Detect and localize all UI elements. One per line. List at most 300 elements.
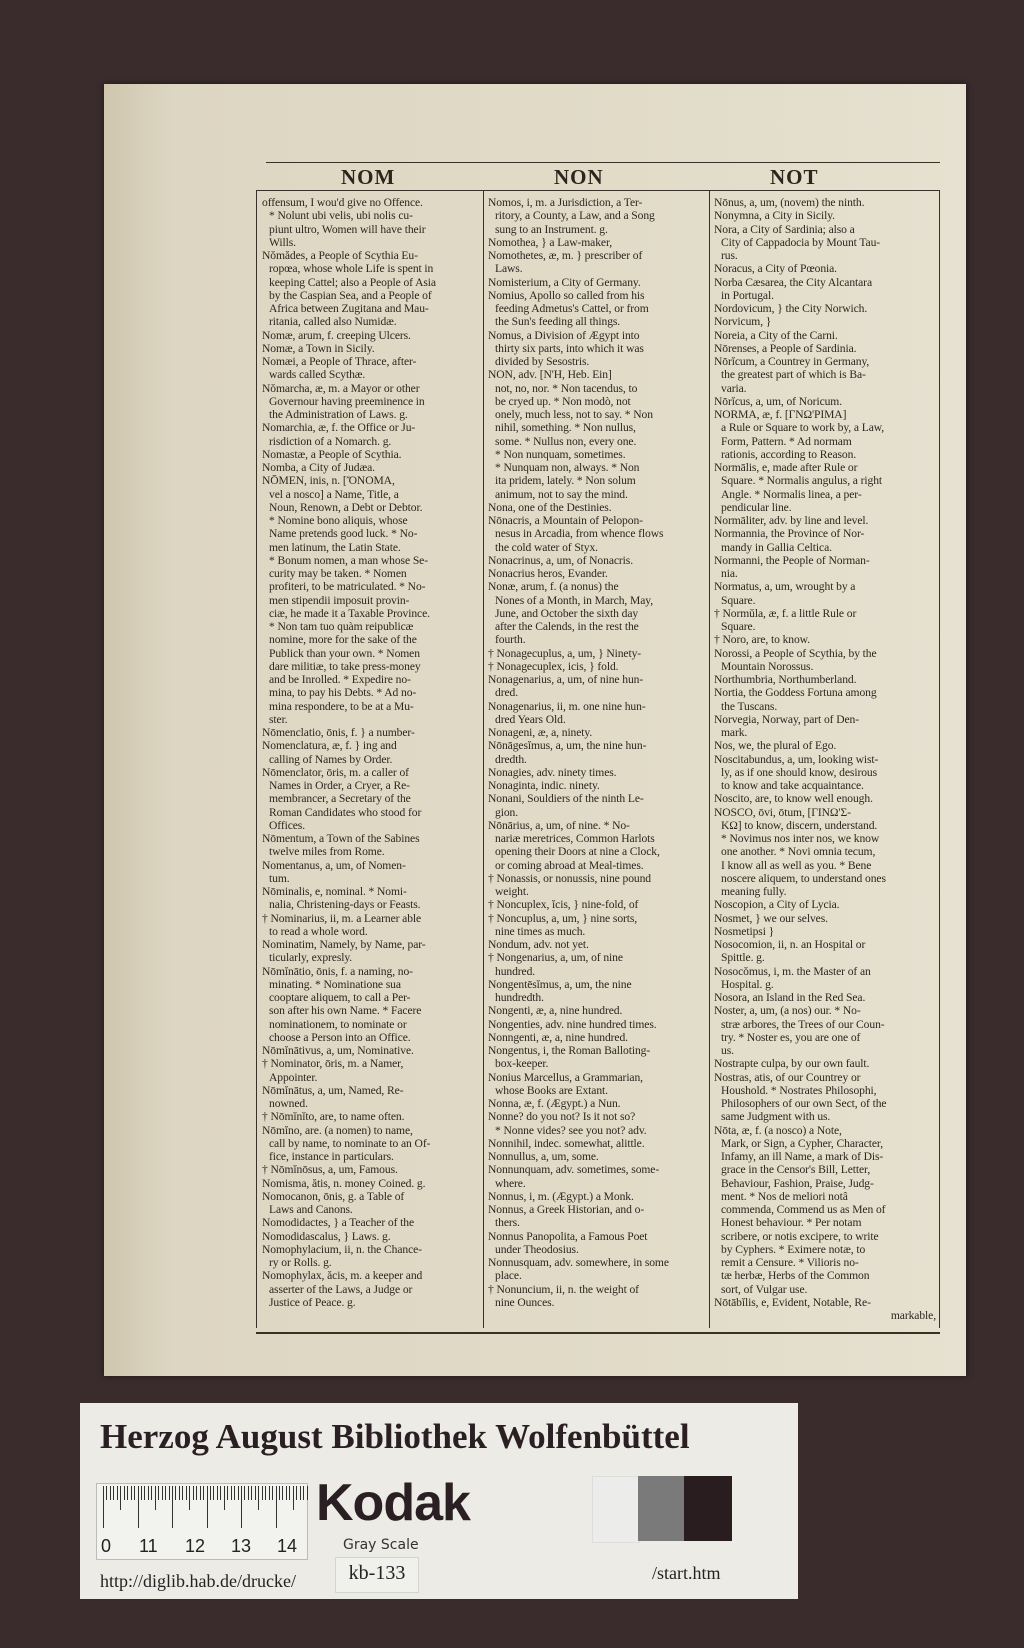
- entry-line: hundred.: [495, 964, 536, 978]
- ruler-tick: [265, 1486, 266, 1500]
- ruler-tick: [217, 1486, 218, 1500]
- ruler-tick: [213, 1486, 214, 1500]
- entry-line: NŌMEN, inis, n. [ὌΝΟΜΑ,: [262, 474, 395, 488]
- entry-line: opening their Doors at nine a Clock,: [495, 845, 660, 859]
- entry-line: Noster, a, um, (a nos) our. * No-: [714, 1004, 861, 1018]
- entry-line: nariæ meretrices, Common Harlots: [495, 832, 655, 845]
- entry-line: dred Years Old.: [495, 712, 566, 726]
- entry-line: Laws and Canons.: [269, 1203, 353, 1216]
- ruler-number: 11: [139, 1536, 158, 1556]
- ruler-tick: [307, 1486, 308, 1500]
- entry-line: Nomæi, a People of Thrace, after-: [262, 355, 417, 368]
- entry-line: mina respondere, to be at a Mu-: [269, 699, 414, 713]
- entry-line: Normāliter, adv. by line and level.: [714, 514, 869, 527]
- ruler-tick: [296, 1486, 297, 1500]
- entry-line: Nomius, Apollo so called from his: [488, 288, 645, 302]
- ruler-tick: [144, 1486, 145, 1500]
- entry-line: * Non tam tuo quàm reipublicæ: [269, 620, 414, 633]
- entry-line: onely, much less, not to say. * Non: [495, 408, 653, 421]
- entry-line: Nonani, Souldiers of the ninth Le-: [488, 792, 644, 806]
- entry-line: wards called Scythæ.: [269, 368, 366, 382]
- entry-line: Nomos, i, m. a Jurisdiction, a Ter-: [488, 196, 643, 209]
- entry-line: mandy in Gallia Celtica.: [721, 540, 832, 554]
- column-rule: [709, 190, 710, 1328]
- entry-line: Nostrapte culpa, by our own fault.: [714, 1057, 870, 1071]
- gray-scale-label: Gray Scale: [343, 1537, 419, 1553]
- entry-line: Normannia, the Province of Nor-: [714, 527, 865, 541]
- entry-line: son after his own Name. * Facere: [269, 1004, 422, 1018]
- entry-line: NON, adv. [N'H, Heb. Ein]: [488, 368, 612, 382]
- entry-line: Nōmenclator, ōris, m. a caller of: [262, 765, 409, 779]
- entry-line: Nŏmădes, a People of Scythia Eu-: [262, 249, 418, 262]
- ruler-tick: [141, 1486, 142, 1500]
- entry-line: Offices.: [269, 818, 306, 832]
- entry-line: Mountain Norossus.: [721, 659, 814, 673]
- ruler-tick: [169, 1486, 170, 1500]
- entry-line: Behaviour, Fashion, Praise, Judg-: [721, 1176, 874, 1190]
- entry-line: box-keeper.: [495, 1057, 549, 1071]
- entry-line: Appointer.: [269, 1070, 318, 1084]
- entry-line: place.: [495, 1269, 522, 1283]
- ruler-number: 0: [101, 1536, 112, 1556]
- entry-line: † Nonuncium, ii, n. the weight of: [488, 1282, 639, 1296]
- entry-line: Norvicum, }: [714, 315, 772, 329]
- entry-line: Nomodidascalus, } Laws. g.: [262, 1229, 391, 1243]
- ruler-tick: [224, 1486, 225, 1510]
- entry-line: to read a whole word.: [269, 924, 368, 938]
- entry-line: mina, to pay his Debts. * Ad no-: [269, 686, 417, 700]
- entry-line: * Nonne vides? see you not? adv.: [495, 1123, 647, 1137]
- ruler-tick: [303, 1486, 304, 1500]
- entry-line: vel a nosco] a Name, Title, a: [269, 487, 399, 501]
- entry-line: dare militiæ, to take press-money: [269, 659, 421, 673]
- entry-line: Nōnus, a, um, (novem) the ninth.: [714, 196, 865, 209]
- entry-line: fourth.: [495, 633, 526, 647]
- entry-line: Nomæ, arum, f. creeping Ulcers.: [262, 328, 411, 342]
- ruler-tick: [103, 1486, 104, 1528]
- entry-line: City of Cappadocia by Mount Tau-: [721, 235, 881, 249]
- gray-swatch-mid: [638, 1476, 684, 1541]
- entry-line: Nosmetipsi }: [714, 924, 775, 938]
- entry-line: membrancer, a Secretary of the: [269, 792, 411, 806]
- ruler-tick: [272, 1486, 273, 1500]
- entry-line: Nominatim, Namely, by Name, par-: [262, 938, 426, 951]
- entry-line: to know and take acquaintance.: [721, 779, 864, 792]
- ruler-tick: [269, 1486, 270, 1500]
- entry-line: Nōminalis, e, nominal. * Nomi-: [262, 885, 407, 898]
- entry-line: * Bonum nomen, a man whose Se-: [269, 553, 428, 567]
- gray-swatch-white: [592, 1476, 640, 1543]
- entry-line: men stipendii imposuit provin-: [269, 593, 410, 607]
- url-right: /start.htm: [652, 1563, 721, 1583]
- entry-line: ciæ, he made it a Taxable Province.: [269, 606, 430, 620]
- ruler-tick: [179, 1486, 180, 1500]
- entry-line: commenda, Commend us as Men of: [721, 1203, 886, 1216]
- entry-line: Nonnus, a Greek Historian, and o-: [488, 1203, 645, 1216]
- entry-line: † Normŭla, æ, f. a little Rule or: [714, 606, 857, 620]
- entry-line: varia.: [721, 381, 747, 395]
- ruler-tick: [300, 1486, 301, 1500]
- entry-line: call by name, to nominate to an Of-: [269, 1136, 431, 1150]
- entry-line: Normatus, a, um, wrought by a: [714, 580, 856, 594]
- entry-line: Nōtābĭlis, e, Evident, Notable, Re-: [714, 1295, 871, 1309]
- entry-line: by the Caspian Sea, and a People of: [269, 288, 432, 302]
- ruler-tick: [248, 1486, 249, 1500]
- entry-line: same Judgment with us.: [721, 1110, 831, 1124]
- ruler-tick: [172, 1486, 173, 1528]
- entry-line: Nora, a City of Sardinia; also a: [714, 222, 855, 236]
- entry-line: Nongenties, adv. nine hundred times.: [488, 1017, 657, 1031]
- ruler-tick: [244, 1486, 245, 1500]
- ruler-tick: [255, 1486, 256, 1500]
- entry-line: Nomus, a Division of Ægypt into: [488, 328, 640, 342]
- entry-line: NORMA, æ, f. [ΓΝΩ'ΡΙΜΑ]: [714, 408, 847, 421]
- entry-line: tum.: [269, 871, 290, 885]
- entry-line: Nonnunquam, adv. sometimes, some-: [488, 1163, 660, 1177]
- entry-line: Normanni, the People of Norman-: [714, 553, 870, 567]
- entry-line: grace in the Censor's Bill, Letter,: [721, 1163, 871, 1177]
- entry-line: ry or Rolls. g.: [269, 1256, 332, 1269]
- ruler-tick: [196, 1486, 197, 1500]
- entry-line: Africa between Zugitana and Mau-: [269, 302, 429, 315]
- entry-line: Nosocomion, ii, n. an Hospital or: [714, 938, 866, 951]
- ruler-number: 13: [231, 1536, 252, 1556]
- entry-line: Noun, Renown, a Debt or Debtor.: [269, 500, 423, 514]
- entry-line: stræ arbores, the Trees of our Coun-: [721, 1017, 885, 1031]
- entry-line: † Nōmĭnĭto, are, to name often.: [262, 1110, 405, 1124]
- entry-line: June, and October the sixth day: [495, 606, 639, 620]
- ruler-tick: [289, 1486, 290, 1500]
- ruler-tick: [148, 1486, 149, 1500]
- running-header-left: NOM: [341, 165, 396, 189]
- entry-line: Nonnus Panopolita, a Famous Poet: [488, 1229, 648, 1243]
- entry-line: thers.: [495, 1216, 520, 1230]
- entry-line: the Administration of Laws. g.: [269, 408, 408, 421]
- running-header-right: NOT: [770, 165, 819, 189]
- entry-line: * Nomine bono aliquis, whose: [269, 514, 408, 527]
- entry-line: Nomarchia, æ, f. the Office or Ju-: [262, 421, 416, 435]
- entry-line: Names in Order, a Cryer, a Re-: [269, 779, 410, 792]
- entry-line: Spittle. g.: [721, 951, 765, 965]
- ruler-tick: [286, 1486, 287, 1500]
- entry-line: choose a Person into an Office.: [269, 1030, 411, 1044]
- entry-line: † Noncuplus, a, um, } nine sorts,: [488, 911, 638, 925]
- entry-line: nine Ounces.: [495, 1295, 555, 1309]
- ruler-scale: [96, 1483, 308, 1560]
- entry-line: Norossi, a People of Scythia, by the: [714, 646, 877, 660]
- ruler-tick: [110, 1486, 111, 1500]
- entry-line: Nomisma, ătis, n. money Coined. g.: [262, 1176, 426, 1190]
- entry-line: meaning fully.: [721, 885, 787, 898]
- entry-line: Nonacrinus, a, um, of Nonacris.: [488, 553, 634, 567]
- entry-line: Nonacrius heros, Evander.: [488, 567, 608, 580]
- entry-line: * Non nunquam, sometimes.: [495, 447, 626, 461]
- entry-line: hundredth.: [495, 991, 544, 1004]
- entry-line: dred.: [495, 686, 518, 700]
- entry-line: Nonnullus, a, um, some.: [488, 1150, 599, 1163]
- ruler-number: 14: [277, 1536, 298, 1556]
- entry-line: minating. * Nominatione sua: [269, 977, 401, 991]
- entry-line: Norvegia, Norway, part of Den-: [714, 712, 859, 726]
- entry-line: Nonagenarius, a, um, of nine hun-: [488, 673, 644, 686]
- entry-line: nomine, more for the sake of the: [269, 633, 417, 647]
- entry-line: Noscopion, a City of Lycia.: [714, 898, 840, 912]
- entry-line: Nōmĭnātio, ōnis, f. a naming, no-: [262, 964, 413, 978]
- ruler-tick: [134, 1486, 135, 1500]
- entry-line: Nostras, atis, of our Countrey or: [714, 1070, 861, 1084]
- entry-line: nesus in Arcadia, from whence flows: [495, 527, 664, 541]
- entry-line: some. * Nullus non, every one.: [495, 434, 637, 448]
- entry-line: the cold water of Styx.: [495, 540, 598, 554]
- ruler-tick: [165, 1486, 166, 1500]
- entry-line: Northumbria, Northumberland.: [714, 673, 857, 686]
- entry-line: in Portugal.: [721, 288, 774, 302]
- entry-line: Hospital. g.: [721, 977, 774, 991]
- entry-line: Noscito, are, to know well enough.: [714, 792, 873, 806]
- entry-line: sort, of Vulgar use.: [721, 1282, 808, 1296]
- entry-line: Nōta, æ, f. (a nosco) a Note,: [714, 1123, 842, 1137]
- entry-line: mark.: [721, 726, 748, 739]
- entry-line: and be Inrolled. * Expedire no-: [269, 673, 411, 686]
- entry-line: * Nolunt ubi velis, ubi nolis cu-: [269, 209, 413, 223]
- entry-line: try. * Noster es, you are one of: [721, 1030, 861, 1044]
- entry-line: nominationem, to nominate or: [269, 1017, 407, 1031]
- entry-line: Honest behaviour. * Per notam: [721, 1216, 862, 1230]
- entry-line: us.: [721, 1044, 734, 1057]
- entry-line: Angle. * Normalis linea, a per-: [721, 487, 862, 501]
- dictionary-page-frame: [256, 162, 940, 1334]
- entry-line: dredth.: [495, 752, 527, 766]
- entry-line: ΚΩ] to know, discern, understand.: [721, 818, 878, 832]
- entry-line: tæ herbæ, Herbs of the Common: [721, 1269, 870, 1283]
- entry-line: ticularly, expresly.: [269, 951, 353, 965]
- entry-line: Nŏmarcha, æ, m. a Mayor or other: [262, 381, 420, 395]
- entry-line: Nordovicum, } the City Norwich.: [714, 302, 868, 315]
- entry-line: or coming abroad at Meal-times.: [495, 858, 644, 872]
- entry-line: † Noncuplex, ĭcis, } nine-fold, of: [488, 898, 639, 912]
- entry-line: Name pretends good luck. * No-: [269, 527, 418, 541]
- entry-line: Nōnārius, a, um, of nine. * No-: [488, 818, 630, 832]
- ruler-tick: [193, 1486, 194, 1500]
- ruler-tick: [203, 1486, 204, 1500]
- header-underline: [256, 190, 940, 191]
- entry-line: Nomophylacium, ii, n. the Chance-: [262, 1242, 422, 1256]
- entry-line: Nonymna, a City in Sicily.: [714, 209, 835, 223]
- ruler-tick: [162, 1486, 163, 1500]
- entry-line: keeping Cattel; also a People of Asia: [269, 275, 436, 289]
- entry-line: Nōnāgesĭmus, a, um, the nine hun-: [488, 739, 647, 753]
- entry-line: Square. * Normalis angulus, a right: [721, 474, 883, 488]
- entry-line: † Noro, are, to know.: [714, 633, 810, 647]
- entry-line: Nos, we, the plural of Ego.: [714, 739, 837, 753]
- entry-line: pendicular line.: [721, 500, 792, 514]
- entry-line: asserter of the Laws, a Judge or: [269, 1282, 413, 1296]
- entry-line: Nōmenclatio, ōnis, f. } a number-: [262, 726, 415, 739]
- ruler-tick: [106, 1486, 107, 1500]
- entry-line: Nondum, adv. not yet.: [488, 938, 589, 951]
- dictionary-column-1: [262, 196, 480, 1309]
- entry-line: Infamy, an ill Name, a mark of Dis-: [721, 1150, 884, 1163]
- entry-line: Nomentanus, a, um, of Nomen-: [262, 858, 406, 872]
- ruler-tick: [282, 1486, 283, 1500]
- entry-line: where.: [495, 1176, 526, 1190]
- column-rule: [256, 190, 257, 1328]
- entry-line: Norba Cæsarea, the City Alcantara: [714, 275, 872, 289]
- entry-line: † Nōmĭnōsus, a, um, Famous.: [262, 1163, 398, 1177]
- entry-line: sung to an Instrument. g.: [495, 222, 608, 236]
- entry-line: not, no, nor. * Non tacendus, to: [495, 381, 638, 395]
- running-header-center: NON: [554, 165, 604, 189]
- entry-line: whose Books are Extant.: [495, 1083, 608, 1097]
- entry-line: † Nonagecuplus, a, um, } Ninety-: [488, 646, 642, 660]
- entry-line: risdiction of a Nomarch. g.: [269, 434, 392, 448]
- entry-line: ita pridem, lately. * Non solum: [495, 474, 636, 488]
- entry-line: * Nunquam non, always. * Non: [495, 461, 640, 474]
- entry-line: Nosmet, } we our selves.: [714, 911, 828, 925]
- ruler-tick: [220, 1486, 221, 1500]
- entry-line: Noscitabundus, a, um, looking wist-: [714, 752, 879, 766]
- entry-line: Nōrenses, a People of Sardinia.: [714, 341, 857, 355]
- entry-line: nalia, Christening-days or Feasts.: [269, 898, 421, 912]
- dictionary-column-2: [488, 196, 706, 1309]
- entry-line: be cryed up. * Non modò, not: [495, 394, 631, 408]
- entry-line: NOSCO, ōvi, ōtum, [ΓΙΝΩ'Σ-: [714, 805, 851, 819]
- entry-line: Normālis, e, made after Rule or: [714, 461, 858, 474]
- entry-line: Nōmĭnātivus, a, um, Nominative.: [262, 1044, 414, 1057]
- entry-line: nia.: [721, 567, 738, 580]
- entry-line: the Sun's feeding all things.: [495, 315, 621, 329]
- entry-line: Nonius Marcellus, a Grammarian,: [488, 1070, 643, 1084]
- entry-line: † Nominarius, ii, m. a Learner able: [262, 911, 422, 925]
- entry-line: Nōmĭnātus, a, um, Named, Re-: [262, 1083, 404, 1097]
- column-rule: [483, 190, 484, 1328]
- entry-line: Wills.: [269, 235, 296, 249]
- header-rule: [266, 162, 940, 163]
- ruler-tick: [279, 1486, 280, 1500]
- column-rule: [939, 190, 940, 1328]
- entry-line: noscere aliquem, to understand ones: [721, 871, 886, 885]
- entry-line: gion.: [495, 805, 519, 819]
- entry-line: curity may be taken. * Nomen: [269, 567, 407, 580]
- ruler-tick: [175, 1486, 176, 1500]
- entry-line: ritory, a County, a Law, and a Song: [495, 209, 655, 223]
- entry-line: weight.: [495, 885, 529, 898]
- entry-line: Nongenti, æ, a, nine hundred.: [488, 1004, 623, 1018]
- ruler-tick: [124, 1486, 125, 1500]
- ruler-tick: [182, 1486, 183, 1500]
- ruler-tick: [293, 1486, 294, 1510]
- entry-line: Nonageni, æ, a, ninety.: [488, 726, 593, 739]
- entry-line: Mark, or Sign, a Cypher, Character,: [721, 1136, 884, 1150]
- entry-line: † Nonassis, or nonussis, nine pound: [488, 871, 652, 885]
- entry-line: Nonaginta, indic. ninety.: [488, 779, 600, 792]
- entry-line: Noracus, a City of Pœonia.: [714, 262, 837, 276]
- entry-line: nowned.: [269, 1097, 308, 1110]
- ruler-tick: [138, 1486, 139, 1528]
- entry-line: Nōmentum, a Town of the Sabines: [262, 832, 420, 845]
- entry-line: Nōmĭno, are. (a nomen) to name,: [262, 1123, 413, 1137]
- entry-line: Nonagenarius, ii, m. one nine hun-: [488, 699, 646, 713]
- entry-line: Publick than your own. * Nomen: [269, 646, 420, 660]
- entry-line: Nonagies, adv. ninety times.: [488, 765, 617, 779]
- entry-line: Nonæ, arum, f. (a nonus) the: [488, 580, 619, 594]
- entry-line: Nona, one of the Destinies.: [488, 500, 612, 514]
- entry-line: one another. * Novi omnia tecum,: [721, 845, 876, 859]
- entry-line: animum, not to say the mind.: [495, 487, 628, 501]
- entry-line: Nosora, an Island in the Red Sea.: [714, 991, 866, 1004]
- entry-line: Nones of a Month, in March, May,: [495, 593, 654, 607]
- ruler-tick: [189, 1486, 190, 1510]
- entry-line: twelve miles from Rome.: [269, 845, 385, 859]
- entry-line: feeding Admetus's Cattel, or from: [495, 302, 649, 315]
- ruler-tick: [207, 1486, 208, 1528]
- entry-line: nihil, something. * Non nullus,: [495, 421, 636, 435]
- entry-line: Nomophylax, ăcis, m. a keeper and: [262, 1269, 423, 1283]
- entry-line: Philosophers of our own Sect, of the: [721, 1097, 887, 1110]
- url-left: http://diglib.hab.de/drucke/: [100, 1571, 296, 1591]
- entry-line: † Nongenarius, a, um, of nine: [488, 951, 623, 965]
- ruler-tick: [231, 1486, 232, 1500]
- entry-line: Nonna, æ, f. (Ægypt.) a Nun.: [488, 1097, 621, 1110]
- entry-line: Nosocŏmus, i, m. the Master of an: [714, 964, 871, 978]
- entry-line: cooptare aliquem, to call a Per-: [269, 991, 411, 1004]
- bottom-rule: [256, 1332, 940, 1334]
- entry-line: ritania, called also Numidæ.: [269, 315, 397, 329]
- entry-line: under Theodosius.: [495, 1242, 579, 1256]
- ruler-tick: [131, 1486, 132, 1500]
- entry-line: ster.: [269, 712, 288, 726]
- ruler-tick: [241, 1486, 242, 1528]
- entry-line: Nomothea, } a Law-maker,: [488, 235, 613, 249]
- entry-line: ment. * Nos de meliori notâ: [721, 1189, 848, 1203]
- entry-line: Nonngenti, æ, a, nine hundred.: [488, 1030, 628, 1044]
- entry-line: Nomodidactes, } a Teacher of the: [262, 1216, 414, 1230]
- ruler-tick: [113, 1486, 114, 1500]
- entry-line: Noreia, a City of the Carni.: [714, 328, 838, 342]
- entry-line: after the Calends, in the rest the: [495, 620, 639, 633]
- entry-line: * Novimus nos inter nos, we know: [721, 832, 880, 845]
- entry-line: Governour having preeminence in: [269, 394, 425, 408]
- ruler-tick: [155, 1486, 156, 1510]
- entry-line: offensum, I wou'd give no Offence.: [262, 196, 423, 209]
- entry-line: Nōrĭcum, a Countrey in Germany,: [714, 355, 870, 368]
- ruler-number: 12: [185, 1536, 206, 1556]
- entry-line: ly, as if one should know, desirous: [721, 765, 878, 779]
- entry-line: Nomenclatura, æ, f. } ing and: [262, 739, 397, 753]
- entry-line: nine times as much.: [495, 924, 586, 938]
- entry-line: men latinum, the Latin State.: [269, 540, 401, 554]
- entry-line: Nomastæ, a People of Scythia.: [262, 447, 402, 461]
- entry-line: divided by Sesostris.: [495, 355, 590, 368]
- entry-line: Nōnacris, a Mountain of Pelopon-: [488, 514, 643, 527]
- entry-line: Nongentēsĭmus, a, um, the nine: [488, 977, 632, 991]
- entry-line: Justice of Peace. g.: [269, 1295, 356, 1309]
- ruler-tick: [262, 1486, 263, 1500]
- entry-line: Nomisterium, a City of Germany.: [488, 275, 641, 289]
- ruler-tick: [158, 1486, 159, 1500]
- ruler-tick: [120, 1486, 121, 1510]
- entry-line: Nortia, the Goddess Fortuna among: [714, 686, 877, 700]
- entry-line: Nongentus, i, the Roman Balloting-: [488, 1044, 651, 1057]
- ruler-tick: [258, 1486, 259, 1510]
- entry-line: Nōrĭcus, a, um, of Noricum.: [714, 394, 843, 408]
- entry-line: rus.: [721, 249, 738, 262]
- entry-line: ropœa, whose whole Life is spent in: [269, 262, 434, 276]
- ruler-tick: [238, 1486, 239, 1500]
- entry-line: scribere, or notis excipere, to write: [721, 1229, 879, 1243]
- entry-line: Laws.: [495, 262, 523, 276]
- entry-line: Nonnus, i, m. (Ægypt.) a Monk.: [488, 1189, 634, 1203]
